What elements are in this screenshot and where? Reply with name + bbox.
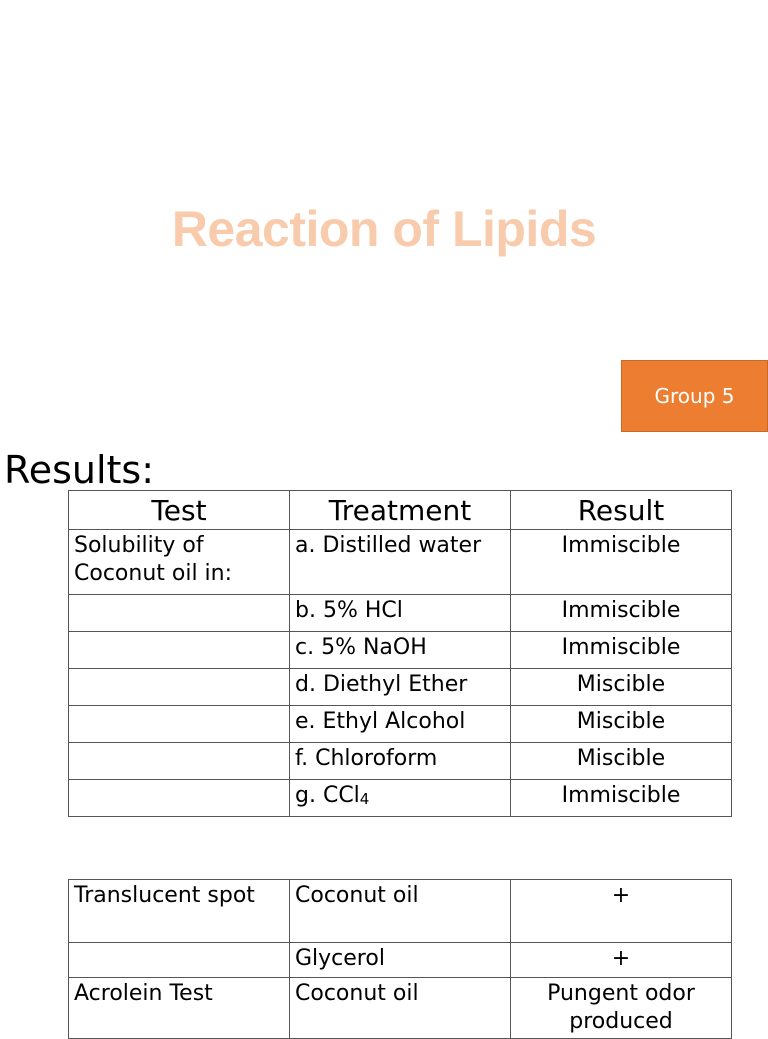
- results-heading: Results:: [4, 448, 155, 492]
- group-badge: Group 5: [621, 360, 768, 432]
- cell-test: [69, 943, 290, 978]
- cell-result: +: [511, 943, 732, 978]
- cell-test: Solubility of Coconut oil in:: [69, 530, 290, 595]
- cell-test: [69, 669, 290, 706]
- table-row: [69, 669, 732, 706]
- cell-test: [69, 632, 290, 669]
- cell-treatment: b. 5% HCl: [290, 595, 511, 632]
- table-row: [69, 780, 732, 817]
- cell-test: [69, 743, 290, 780]
- header-treatment: Treatment: [290, 491, 511, 530]
- table-row: [69, 880, 732, 943]
- slide-title: Reaction of Lipids: [171, 201, 597, 257]
- cell-result: Miscible: [511, 706, 732, 743]
- cell-treatment: Glycerol: [290, 943, 511, 978]
- cell-result: Miscible: [511, 743, 732, 780]
- cell-result: +: [511, 880, 732, 943]
- table-row: [69, 530, 732, 595]
- cell-treatment: Coconut oil: [290, 880, 511, 943]
- table-row: [69, 743, 732, 780]
- solubility-table: [68, 490, 732, 817]
- cell-result: Pungent odor produced: [511, 978, 732, 1039]
- cell-result: Immiscible: [511, 780, 732, 817]
- cell-result: Miscible: [511, 669, 732, 706]
- cell-test: [69, 780, 290, 817]
- table-row: [69, 706, 732, 743]
- cell-treatment: a. Distilled water: [290, 530, 511, 595]
- subscript: 4: [359, 790, 370, 808]
- header-result: Result: [511, 491, 732, 530]
- table-row: [69, 595, 732, 632]
- table-row: [69, 943, 732, 978]
- treatment-text: g. CCl: [295, 783, 360, 808]
- lipid-tests-table: [68, 879, 732, 1039]
- cell-test: [69, 706, 290, 743]
- cell-treatment: e. Ethyl Alcohol: [290, 706, 511, 743]
- cell-treatment: [290, 780, 511, 817]
- header-test: Test: [69, 491, 290, 530]
- cell-test: Translucent spot: [69, 880, 290, 943]
- cell-result: Immiscible: [511, 595, 732, 632]
- cell-result: Immiscible: [511, 530, 732, 595]
- cell-treatment: Coconut oil: [290, 978, 511, 1039]
- table-row: [69, 978, 732, 1039]
- cell-test: Acrolein Test: [69, 978, 290, 1039]
- table-header-row: [69, 491, 732, 530]
- cell-test: [69, 595, 290, 632]
- cell-treatment: d. Diethyl Ether: [290, 669, 511, 706]
- table-row: [69, 632, 732, 669]
- cell-result: Immiscible: [511, 632, 732, 669]
- cell-treatment: f. Chloroform: [290, 743, 511, 780]
- cell-treatment: c. 5% NaOH: [290, 632, 511, 669]
